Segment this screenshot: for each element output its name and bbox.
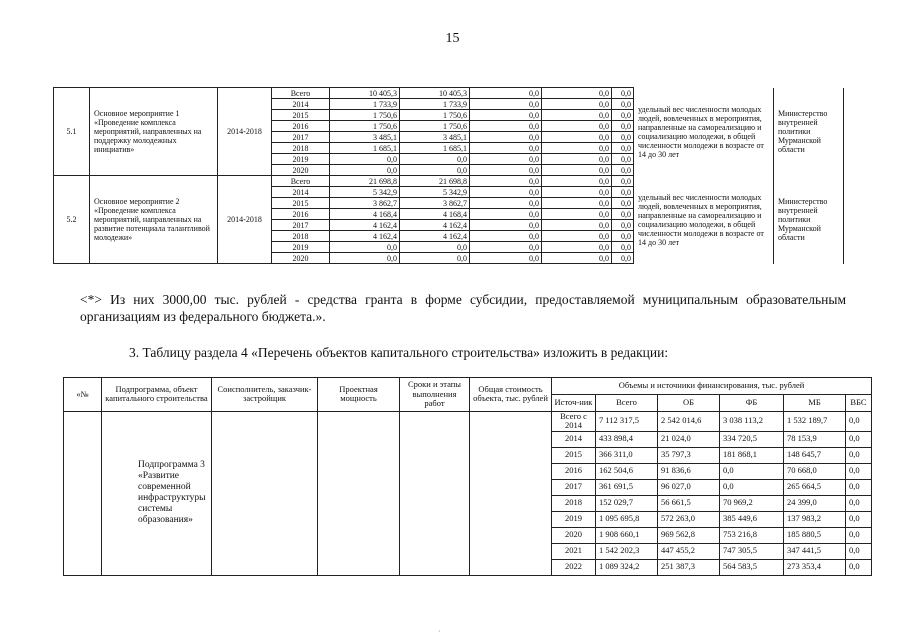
- value-mb: 1 532 189,7: [784, 411, 846, 431]
- source-year: 2015: [552, 447, 596, 463]
- event-period: 2014-2018: [218, 88, 272, 176]
- value-total: 1 542 202,3: [596, 543, 658, 559]
- value-vbs: 0,0: [612, 209, 634, 220]
- value-ob: 0,0: [400, 154, 470, 165]
- year-cell: 2020: [272, 253, 330, 264]
- value-mb: 0,0: [542, 253, 612, 264]
- year-cell: 2020: [272, 165, 330, 176]
- value-total: 4 162,4: [330, 231, 400, 242]
- year-cell: Всего: [272, 176, 330, 187]
- value-mb: 0,0: [542, 110, 612, 121]
- value-fb: 0,0: [470, 187, 542, 198]
- value-ob: 4 168,4: [400, 209, 470, 220]
- value-total: 361 691,5: [596, 479, 658, 495]
- value-vbs: 0,0: [846, 543, 872, 559]
- value-mb: 0,0: [542, 154, 612, 165]
- side-blank: [844, 176, 890, 264]
- executor-text: Министерство внутренней политики Мурманской области: [774, 187, 844, 253]
- value-fb: 3 038 113,2: [720, 411, 784, 431]
- source-year: 2021: [552, 543, 596, 559]
- value-total: 0,0: [330, 154, 400, 165]
- value-mb: 24 399,0: [784, 495, 846, 511]
- header-terms: Сроки и этапы выполнения работ: [400, 378, 470, 412]
- year-cell: 2018: [272, 231, 330, 242]
- value-fb: 0,0: [470, 220, 542, 231]
- year-cell: 2014: [272, 187, 330, 198]
- year-cell: 2018: [272, 143, 330, 154]
- value-fb: 70 969,2: [720, 495, 784, 511]
- value-mb: 0,0: [542, 88, 612, 99]
- value-vbs: 0,0: [612, 110, 634, 121]
- value-ob: 572 263,0: [658, 511, 720, 527]
- source-year: 2014: [552, 431, 596, 447]
- value-fb: 753 216,8: [720, 527, 784, 543]
- value-vbs: 0,0: [846, 527, 872, 543]
- terms-blank: [400, 411, 470, 575]
- year-cell: 2017: [272, 220, 330, 231]
- value-ob: 1 685,1: [400, 143, 470, 154]
- value-ob: 3 862,7: [400, 198, 470, 209]
- value-total: 0,0: [330, 253, 400, 264]
- value-mb: 0,0: [542, 209, 612, 220]
- value-vbs: 0,0: [612, 121, 634, 132]
- indicator-blank: [634, 165, 774, 176]
- event-name: Основное мероприятие 1 «Проведение комплекса мероприятий, направленных на поддержку молодежных инициатив»: [90, 88, 218, 176]
- year-cell: 2014: [272, 99, 330, 110]
- value-vbs: 0,0: [612, 132, 634, 143]
- value-ob: 1 750,6: [400, 121, 470, 132]
- value-fb: 0,0: [470, 99, 542, 110]
- subprogram-name: Подпрограмма 3 «Развитие современной инфраструктуры системы образования»: [102, 411, 212, 575]
- value-vbs: 0,0: [612, 154, 634, 165]
- value-ob: 35 797,3: [658, 447, 720, 463]
- value-vbs: 0,0: [612, 187, 634, 198]
- value-vbs: 0,0: [846, 511, 872, 527]
- value-ob: 0,0: [400, 253, 470, 264]
- value-fb: 181 868,1: [720, 447, 784, 463]
- value-vbs: 0,0: [612, 88, 634, 99]
- value-total: 1 750,6: [330, 110, 400, 121]
- value-total: 4 168,4: [330, 209, 400, 220]
- year-cell: 2016: [272, 121, 330, 132]
- value-vbs: 0,0: [612, 253, 634, 264]
- header-coexecutor: Соисполнитель, заказчик-застройщик: [212, 378, 318, 412]
- value-mb: 137 983,2: [784, 511, 846, 527]
- value-ob: 4 162,4: [400, 231, 470, 242]
- footnote: <*> Из них 3000,00 тыс. рублей - средства гранта в форме субсидии, предоставляемой муниципальным образовательным организациям из федерального бюджета.».: [80, 292, 846, 324]
- indicator-text: удельный вес численности молодых людей, вовлеченных в мероприятия, направленные на самореализацию и социализацию молодежи, в общей численности молодежи в возрасте от 14 до 30 лет: [634, 187, 774, 253]
- value-vbs: 0,0: [612, 242, 634, 253]
- value-ob: 1 733,9: [400, 99, 470, 110]
- value-mb: 0,0: [542, 165, 612, 176]
- value-fb: 0,0: [720, 463, 784, 479]
- value-vbs: 0,0: [612, 220, 634, 231]
- row-number: 5.1: [54, 88, 90, 176]
- executor-blank: [774, 176, 844, 187]
- value-mb: 265 664,5: [784, 479, 846, 495]
- value-ob: 251 387,3: [658, 559, 720, 575]
- header-num: «№: [64, 378, 102, 412]
- value-ob: 1 750,6: [400, 110, 470, 121]
- source-year: 2018: [552, 495, 596, 511]
- num-cell-blank: [64, 411, 102, 575]
- value-fb: 564 583,5: [720, 559, 784, 575]
- value-fb: 0,0: [470, 198, 542, 209]
- executor-text: Министерство внутренней политики Мурманской области: [774, 99, 844, 165]
- page-number: 15: [445, 31, 460, 46]
- value-mb: 185 880,5: [784, 527, 846, 543]
- indicator-blank: [634, 253, 774, 264]
- value-fb: 0,0: [720, 479, 784, 495]
- year-cell: 2019: [272, 242, 330, 253]
- value-mb: 78 153,9: [784, 431, 846, 447]
- side-blank: [844, 88, 890, 176]
- value-vbs: 0,0: [846, 431, 872, 447]
- value-mb: 0,0: [542, 99, 612, 110]
- value-mb: 0,0: [542, 187, 612, 198]
- value-mb: 347 441,5: [784, 543, 846, 559]
- header-source: Источ-ник: [552, 394, 596, 411]
- value-vbs: 0,0: [846, 411, 872, 431]
- value-total: 1 685,1: [330, 143, 400, 154]
- cost-blank: [470, 411, 552, 575]
- value-ob: 56 661,5: [658, 495, 720, 511]
- event-name: Основное мероприятие 2 «Проведение комплекса мероприятий, направленных на развитие потенциала талантливой молодежи»: [90, 176, 218, 264]
- value-mb: 148 645,7: [784, 447, 846, 463]
- events-table-body: [54, 88, 890, 264]
- header-cost: Общая стоимость объекта, тыс. рублей: [470, 378, 552, 412]
- year-cell: 2015: [272, 110, 330, 121]
- executor-blank: [774, 165, 844, 176]
- value-ob: 5 342,9: [400, 187, 470, 198]
- coexecutor-blank: [212, 411, 318, 575]
- value-ob: 21 024,0: [658, 431, 720, 447]
- value-vbs: 0,0: [612, 165, 634, 176]
- executor-blank: [774, 253, 844, 264]
- value-total: 3 485,1: [330, 132, 400, 143]
- row-number: 5.2: [54, 176, 90, 264]
- value-total: 10 405,3: [330, 88, 400, 99]
- value-fb: 0,0: [470, 121, 542, 132]
- table-row: [54, 88, 890, 99]
- value-total: 5 342,9: [330, 187, 400, 198]
- value-ob: 21 698,8: [400, 176, 470, 187]
- value-mb: 0,0: [542, 143, 612, 154]
- value-vbs: 0,0: [612, 176, 634, 187]
- year-cell: 2016: [272, 209, 330, 220]
- value-fb: 385 449,6: [720, 511, 784, 527]
- value-fb: 0,0: [470, 110, 542, 121]
- construction-objects-table: [63, 377, 872, 576]
- year-cell: 2015: [272, 198, 330, 209]
- value-vbs: 0,0: [846, 559, 872, 575]
- value-mb: 0,0: [542, 220, 612, 231]
- events-table: [53, 87, 890, 264]
- source-year: 2020: [552, 527, 596, 543]
- capacity-blank: [318, 411, 400, 575]
- value-fb: 0,0: [470, 231, 542, 242]
- value-fb: 0,0: [470, 132, 542, 143]
- header-capacity: Проектная мощность: [318, 378, 400, 412]
- source-year: 2017: [552, 479, 596, 495]
- header-funding: Объемы и источники финансирования, тыс. рублей: [552, 378, 872, 395]
- source-year: 2022: [552, 559, 596, 575]
- value-mb: 0,0: [542, 176, 612, 187]
- value-vbs: 0,0: [846, 447, 872, 463]
- value-mb: 0,0: [542, 242, 612, 253]
- value-ob: 10 405,3: [400, 88, 470, 99]
- value-total: 3 862,7: [330, 198, 400, 209]
- value-ob: 96 027,0: [658, 479, 720, 495]
- source-year: Всего с 2014: [552, 411, 596, 431]
- value-total: 162 504,6: [596, 463, 658, 479]
- value-fb: 0,0: [470, 154, 542, 165]
- executor-blank: [774, 88, 844, 99]
- value-total: 433 898,4: [596, 431, 658, 447]
- value-ob: 969 562,8: [658, 527, 720, 543]
- table-row: [54, 176, 890, 187]
- value-vbs: 0,0: [612, 198, 634, 209]
- header-vbs: ВБС: [846, 394, 872, 411]
- section-heading: 3. Таблицу раздела 4 «Перечень объектов капитального строительства» изложить в редакции:: [129, 345, 669, 360]
- year-cell: Всего: [272, 88, 330, 99]
- value-total: 21 698,8: [330, 176, 400, 187]
- indicator-blank: [634, 176, 774, 187]
- value-total: 7 112 317,5: [596, 411, 658, 431]
- source-year: 2019: [552, 511, 596, 527]
- value-total: 366 311,0: [596, 447, 658, 463]
- value-fb: 0,0: [470, 176, 542, 187]
- value-mb: 273 353,4: [784, 559, 846, 575]
- indicator-blank: [634, 88, 774, 99]
- header-mb: МБ: [784, 394, 846, 411]
- value-ob: 91 836,6: [658, 463, 720, 479]
- value-fb: 747 305,5: [720, 543, 784, 559]
- value-fb: 0,0: [470, 88, 542, 99]
- header-fb: ФБ: [720, 394, 784, 411]
- value-total: 1 095 695,8: [596, 511, 658, 527]
- year-cell: 2017: [272, 132, 330, 143]
- year-cell: 2019: [272, 154, 330, 165]
- value-total: 152 029,7: [596, 495, 658, 511]
- value-total: 0,0: [330, 242, 400, 253]
- value-ob: 0,0: [400, 242, 470, 253]
- value-vbs: 0,0: [612, 143, 634, 154]
- value-vbs: 0,0: [846, 463, 872, 479]
- construction-table-body: [64, 411, 872, 575]
- value-total: 1 750,6: [330, 121, 400, 132]
- value-fb: 0,0: [470, 242, 542, 253]
- table-row: [64, 411, 872, 431]
- value-mb: 0,0: [542, 132, 612, 143]
- value-vbs: 0,0: [846, 495, 872, 511]
- header-ob: ОБ: [658, 394, 720, 411]
- value-fb: 0,0: [470, 253, 542, 264]
- value-fb: 0,0: [470, 143, 542, 154]
- scan-mark: ·: [438, 627, 441, 636]
- value-mb: 0,0: [542, 198, 612, 209]
- value-mb: 0,0: [542, 231, 612, 242]
- value-total: 0,0: [330, 165, 400, 176]
- value-fb: 334 720,5: [720, 431, 784, 447]
- header-total: Всего: [596, 394, 658, 411]
- value-total: 1 089 324,2: [596, 559, 658, 575]
- value-total: 1 733,9: [330, 99, 400, 110]
- value-vbs: 0,0: [612, 231, 634, 242]
- value-total: 1 908 660,1: [596, 527, 658, 543]
- value-vbs: 0,0: [612, 99, 634, 110]
- value-fb: 0,0: [470, 209, 542, 220]
- value-fb: 0,0: [470, 165, 542, 176]
- value-ob: 0,0: [400, 165, 470, 176]
- value-ob: 447 455,2: [658, 543, 720, 559]
- value-ob: 3 485,1: [400, 132, 470, 143]
- source-year: 2016: [552, 463, 596, 479]
- value-vbs: 0,0: [846, 479, 872, 495]
- header-subprogram: Подпрограмма, объект капитального строительства: [102, 378, 212, 412]
- value-mb: 0,0: [542, 121, 612, 132]
- value-mb: 70 668,0: [784, 463, 846, 479]
- indicator-text: удельный вес численности молодых людей, вовлеченных в мероприятия, направленные на самореализацию и социализацию молодежи, в общей численности молодежи в возрасте от 14 до 30 лет: [634, 99, 774, 165]
- event-period: 2014-2018: [218, 176, 272, 264]
- value-ob: 2 542 014,6: [658, 411, 720, 431]
- value-total: 4 162,4: [330, 220, 400, 231]
- value-ob: 4 162,4: [400, 220, 470, 231]
